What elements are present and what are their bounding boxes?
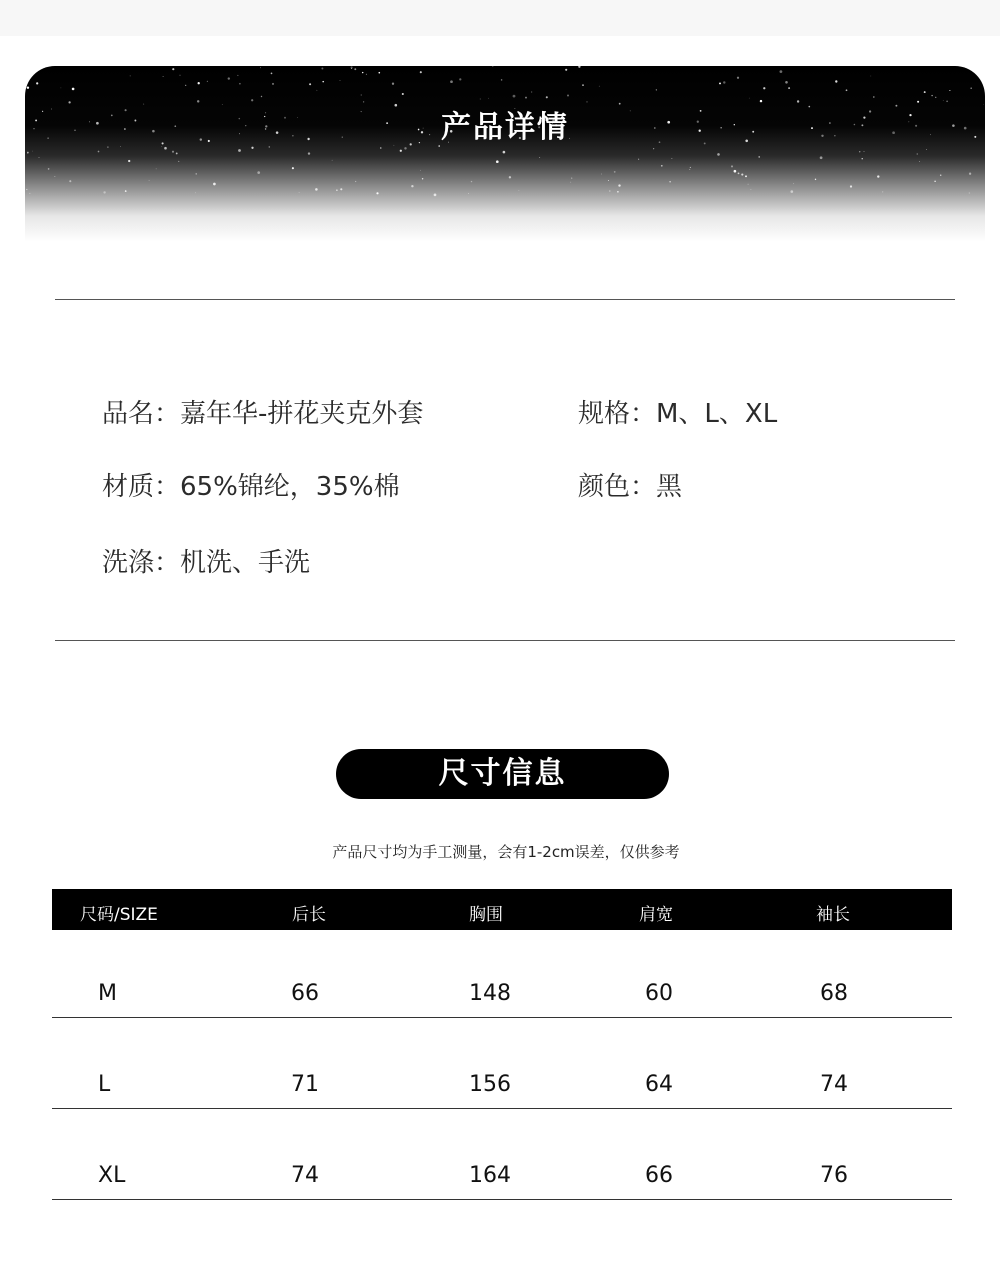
divider-top [55, 299, 955, 300]
table-cell: 156 [469, 1072, 511, 1097]
table-cell: 71 [291, 1072, 319, 1097]
table-cell: XL [98, 1163, 126, 1188]
table-row-divider [52, 1199, 952, 1200]
table-cell: 68 [820, 981, 848, 1006]
table-cell: 76 [820, 1163, 848, 1188]
table-cell: 164 [469, 1163, 511, 1188]
table-cell: 66 [645, 1163, 673, 1188]
table-row-divider [52, 1017, 952, 1018]
spec-color: 颜色：黑 [578, 472, 683, 502]
table-cell: 148 [469, 981, 511, 1006]
table-cell: 74 [291, 1163, 319, 1188]
table-row-divider [52, 1108, 952, 1109]
measurement-note: 产品尺寸均为手工测量，会有1-2cm误差，仅供参考 [332, 843, 680, 861]
table-cell: 64 [645, 1072, 673, 1097]
table-cell: M [98, 981, 117, 1006]
spec-sizes: 规格：M、L、XL [578, 399, 778, 429]
spec-product-name: 品名：嘉年华-拼花夹克外套 [102, 399, 424, 429]
table-cell: 66 [291, 981, 319, 1006]
banner-title: 产品详情 [441, 110, 569, 145]
header-chest: 胸围 [469, 905, 503, 925]
table-cell: 74 [820, 1072, 848, 1097]
product-details-banner [25, 66, 985, 280]
header-size: 尺码/SIZE [80, 905, 158, 925]
table-cell: 60 [645, 981, 673, 1006]
spec-material: 材质：65%锦纶，35%棉 [102, 472, 400, 502]
divider-bottom [55, 640, 955, 641]
header-back-length: 后长 [292, 905, 326, 925]
size-table-header [52, 889, 952, 930]
spec-washing: 洗涤：机洗、手洗 [102, 548, 311, 578]
header-sleeve: 袖长 [816, 905, 850, 925]
table-cell: L [98, 1072, 111, 1097]
top-strip [0, 0, 1000, 36]
header-shoulder: 肩宽 [639, 905, 673, 925]
starfield-background [25, 66, 985, 280]
size-info-title: 尺寸信息 [336, 749, 669, 799]
